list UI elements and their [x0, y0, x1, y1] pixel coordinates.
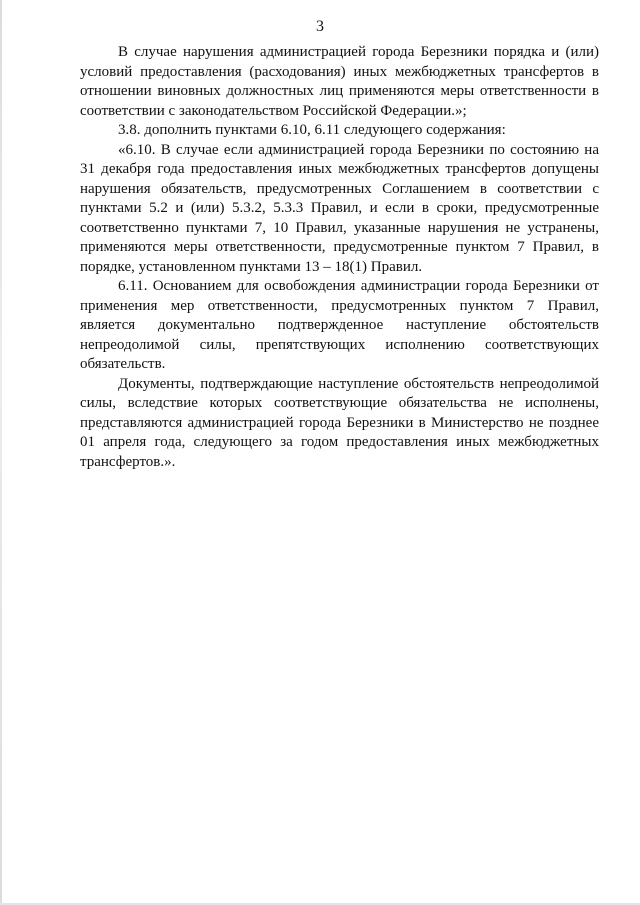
document-body	[80, 43, 599, 472]
paragraph-force-majeure-documents: Документы, подтверждающие наступление обстоятельств непреодолимой силы, вследствие которых соответствующие обязательства не исполнены, представляются администрацией города Березники в Министерство не позднее 01 апреля года, следующего за годом предоставления иных межбюджетных трансфертов.».	[80, 375, 599, 470]
scan-left-edge	[0, 0, 2, 905]
page-number: 3	[316, 18, 324, 35]
paragraph-liability-clause: В случае нарушения администрацией города Березники порядка и (или) условий предоставления (расходования) иных межбюджетных трансфертов в отношении виновных должностных лиц применяются меры ответственности в соответствии с законодательством Российской Федерации.»;	[80, 44, 599, 119]
paragraph-clause-6-11: 6.11. Основанием для освобождения администрации города Березники от применения мер ответственности, предусмотренных пунктом 7 Правил, является документально подтвержденное наступление обстоятельств непреодолимой силы, препятствующих исполнению соответствующих обязательств.	[80, 278, 599, 372]
paragraph-clause-6-10: «6.10. В случае если администрацией города Березники по состоянию на 31 декабря года предоставления иных межбюджетных трансфертов допущены нарушения обязательств, предусмотренных Соглашением в соответствии с пунктами 5.2 и (или) 5.3.2, 5.3.3 Правил, и если в сроки, предусмотренные соответственно пунктами 7, 10 Правил, указанные нарушения не устранены, применяются меры ответственности, предусмотренные пунктом 7 Правил, в порядке, установленном пунктами 13 – 18(1) Правил.	[80, 141, 599, 275]
paragraph-amendment-3-8: 3.8. дополнить пунктами 6.10, 6.11 следующего содержания:	[118, 122, 506, 138]
